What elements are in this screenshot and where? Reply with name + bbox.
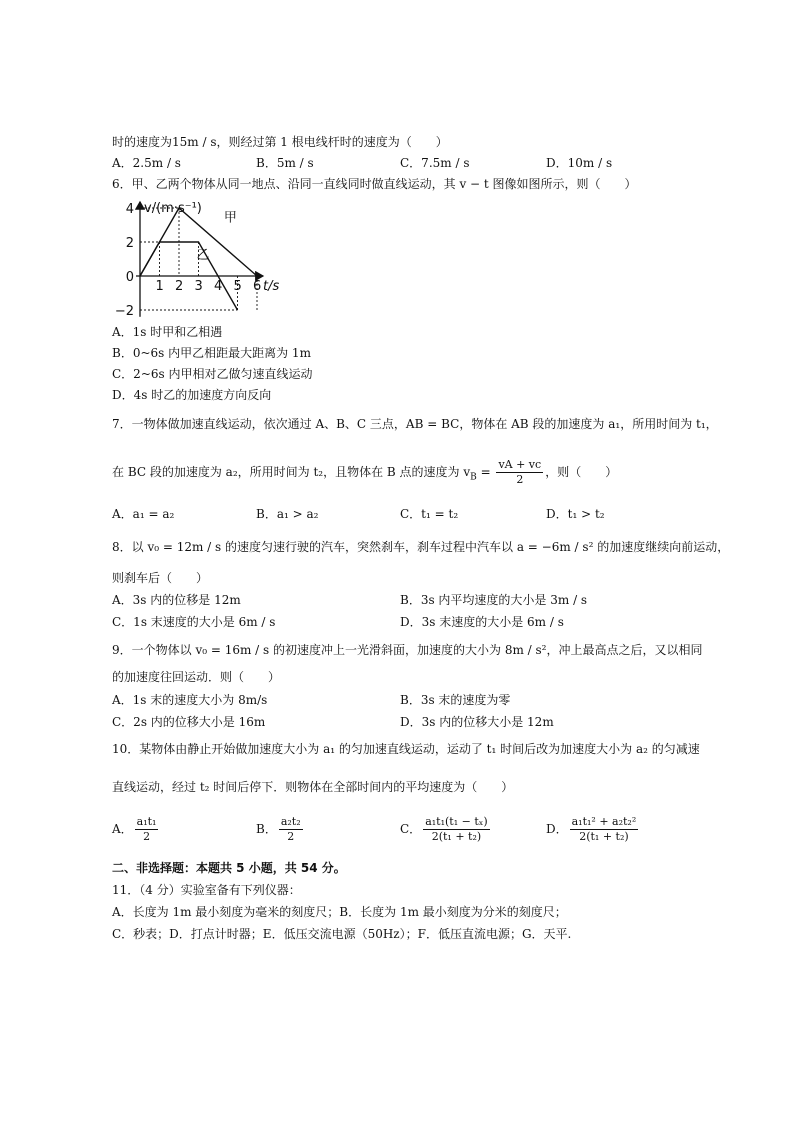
q8-option-d: D．3s 末速度的大小是 6m / s [400,615,564,629]
section-2-title: 二、非选择题：本题共 5 小题，共 54 分。 [112,861,346,875]
q10-option-d [546,812,640,846]
x-tick-label-5: 5 [233,279,242,294]
q7-option-b: B．a₁ > a₂ [256,507,319,521]
y-axis-label: v/(m·s⁻¹) [144,201,202,216]
q10-option-c-numerator: a₁t₁(t₁ − tₓ) [425,815,488,828]
vt-graph [114,196,294,320]
q10-option-c [400,812,492,846]
q7-option-d: D．t₁ > t₂ [546,507,605,521]
x-tick-label-6: 6 [253,279,262,294]
q10-line2: 直线运动，经过 t₂ 时间后停下．则物体在全部时间内的平均速度为（ ） [112,780,514,794]
q10-option-d-denominator: 2(t₁ + t₂) [579,830,629,843]
q10-option-a-label: A． [112,822,133,836]
q5-option-d: D．10m / s [546,156,613,170]
y-tick-label-3: −2 [114,304,134,319]
q10-option-c-fraction [423,815,490,844]
q10-line1: 10．某物体由静止开始做加速度大小为 a₁ 的匀加速直线运动，运动了 t₁ 时间后改为加速度大小为 a₂ 的匀减速 [112,742,700,756]
q5-option-b: B．5m / s [256,156,314,170]
q10-option-b-label: B． [256,822,277,836]
x-tick-label-3: 3 [194,279,203,294]
q7-line1: 7．一物体做加速直线运动，依次通过 A、B、C 三点，AB = BC，物体在 AB 段的加速度为 a₁，所用时间为 t₁， [112,417,718,431]
q6-stem: 6．甲、乙两个物体从同一地点、沿同一直线同时做直线运动，其 v − t 图像如图所示，则（ ） [112,177,637,191]
q10-option-a-numerator: a₁t₁ [136,815,157,828]
q10-option-b-denominator: 2 [287,830,295,843]
q10-option-b-numerator: a₂t₂ [280,815,301,828]
y-tick-label-2: 0 [125,270,134,285]
q6-option-d: D．4s 时乙的加速度方向反向 [112,388,272,402]
series-label-yi: 乙 [196,248,210,263]
x-axis-label: t/s [263,279,280,294]
q10-option-c-denominator: 2(t₁ + t₂) [431,830,482,843]
q10-option-c-label: C． [400,822,422,836]
q6-option-a: A．1s 时甲和乙相遇 [112,325,223,339]
q10-option-d-numerator: a₁t₁² + a₂t₂² [571,815,637,828]
q11-line1: 11．（4 分）实验室备有下列仪器： [112,883,301,897]
q10-option-b [256,812,305,846]
x-tick-label-2: 2 [175,279,184,294]
q9-line1: 9．一个物体以 v₀ = 16m / s 的初速度冲上一光滑斜面，加速度的大小为 8m / s²，冲上最高点之后，又以相同 [112,643,703,657]
q7-frac-denominator: 2 [516,473,524,486]
q10-option-a-denominator: 2 [143,830,151,843]
q10-option-a [112,812,160,846]
x-tick-label-1: 1 [155,279,164,294]
q9-option-d: D．3s 内的位移大小是 12m [400,715,554,729]
q5-option-c: C．7.5m / s [400,156,470,170]
q5-stem-tail: 时的速度为15m / s，则经过第 1 根电线杆时的速度为（ ） [112,135,448,149]
q7-option-a: A．a₁ = a₂ [112,507,175,521]
q9-option-a: A．1s 末的速度大小为 8m/s [112,693,268,707]
q8-line1: 8．以 v₀ = 12m / s 的速度匀速行驶的汽车，突然刹车，刹车过程中汽车以 a = −6m / s² 的加速度继续向前运动， [112,540,730,554]
q10-option-d-fraction [570,815,639,844]
q10-option-b-fraction [279,815,303,844]
q7-line2-sub: B [470,472,477,483]
q7-line2-eq: = [476,465,495,479]
q9-line2: 的加速度往回运动．则（ ） [112,670,281,684]
x-tick-label-4: 4 [214,279,223,294]
q9-option-c: C．2s 内的位移大小是 16m [112,715,266,729]
q7-line2-post: ，则（ ） [545,465,618,479]
q7-line2-pre: 在 BC 段的加速度为 a₂，所用时间为 t₂，且物体在 B 点的速度为 v [112,465,471,479]
q11-line2: A．长度为 1m 最小刻度为毫米的刻度尺；B．长度为 1m 最小刻度为分米的刻度尺； [112,905,567,919]
q7-option-c: C．t₁ = t₂ [400,507,459,521]
q6-option-b: B．0~6s 内甲乙相距最大距离为 1m [112,346,311,360]
y-tick-label-0: 4 [125,202,134,217]
q6-option-c: C．2~6s 内甲相对乙做匀速直线运动 [112,367,313,381]
series-label-jia: 甲 [223,210,237,226]
q8-option-c: C．1s 末速度的大小是 6m / s [112,615,276,629]
q8-line2: 则刹车后（ ） [112,571,209,585]
q7-line2 [112,456,617,493]
q7-vb-fraction [496,458,543,487]
q10-option-d-label: D． [546,822,568,836]
q8-option-a: A．3s 内的位移是 12m [112,593,241,607]
q9-option-b: B．3s 末的速度为零 [400,693,511,707]
q8-option-b: B．3s 内平均速度的大小是 3m / s [400,593,588,607]
y-tick-label-1: 2 [125,236,134,251]
q5-option-a: A．2.5m / s [112,156,181,170]
q11-line3: C．秒表；D．打点计时器；E．低压交流电源（50Hz）；F．低压直流电源；G．天平. [112,927,572,941]
q10-option-a-fraction [135,815,159,844]
q7-frac-numerator: vA + vc [498,458,542,471]
